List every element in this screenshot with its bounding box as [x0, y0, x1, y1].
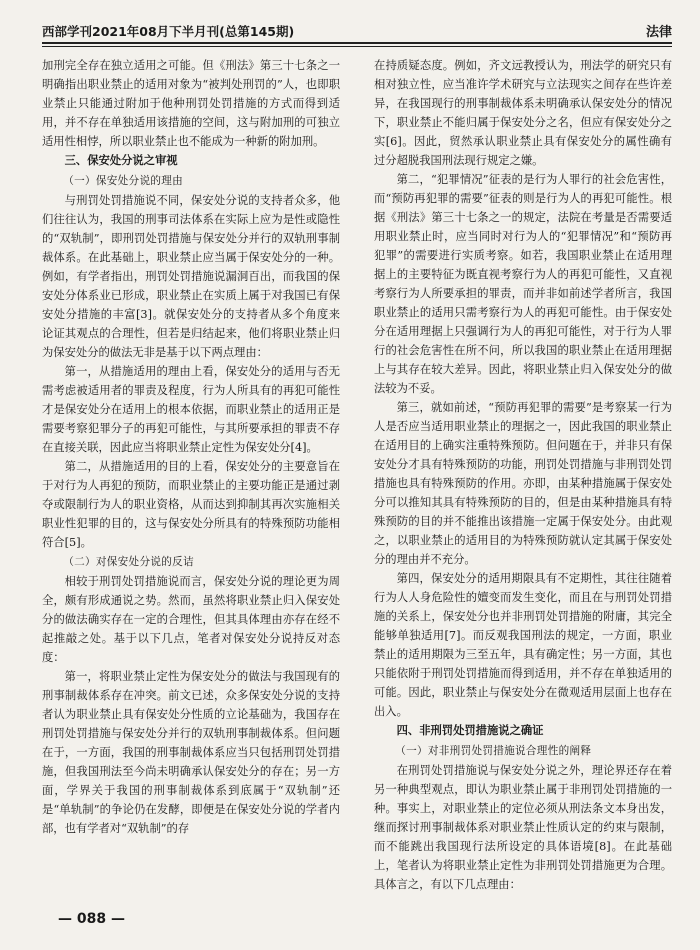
page-header — [42, 18, 672, 40]
subsection-heading: （一）保安处分说的理由 — [63, 175, 184, 187]
paragraph: 相较于刑罚处罚措施说而言，保安处分说的理论更为周全，颇有形成通说之势。然而，虽然将职业禁止归入保安处分的做法确实存在一定的合理性，但其具体理由亦存在经不起推敲之处。基于以下几点，笔者对保安处分说持反对态度： — [42, 575, 340, 664]
section-heading: 四、非刑罚处罚措施说之确证 — [396, 724, 544, 737]
paragraph: 第一，将职业禁止定性为保安处分的做法与我国现有的刑事制裁体系存在冲突。前文已述，众多保安处分说的支持者认为职业禁止具有保安处分性质的立论基础为，我国存在刑罚处罚措施与保安处分并行的双轨刑事制裁体系。但问题在于，一方面，我国的刑事制裁体系应当只包括刑罚处罚措施，但我国刑法至今尚未明确承认保安处分的存在；另一方面，学界关于我国的刑事制裁体系到底属于“双轨制”还是“单轨制”的争论仍在发酵，即便是在保安处分说的学者内部，也有学者对“双轨制”的存 — [42, 670, 340, 835]
section-label: 法律 — [645, 25, 672, 40]
journal-title: 西部学刊2021年08月下半月刊(总第145期) — [42, 24, 295, 39]
paragraph: 在持质疑态度。例如，齐文远教授认为，刑法学的研究只有相对独立性，应当准许学术研究与立法现实之间存在些许差异，在我国现行的刑事制裁体系未明确承认保安处分的情况下，职业禁止不能归属于保安处分之名，但应有保安处分之实[6]。因此，贸然承认职业禁止具有保安处分的属性确有过分超脱我国刑法现行规定之嫌。 — [374, 59, 672, 167]
header-rule-thin — [42, 46, 672, 47]
paragraph: 加刑完全存在独立适用之可能。但《刑法》第三十七条之一明确指出职业禁止的适用对象为“被判处刑罚的”人，也即职业禁止只能通过附加于他种刑罚处罚措施的方式而得到适用，并不存在单独适用该措施的空间，这与附加刑的可独立适用性相悖，所以职业禁止也不能成为一种新的附加刑。 — [42, 59, 340, 148]
paragraph: 第一，从措施适用的理由上看，保安处分的适用与否无需考虑被适用者的罪责及程度，行为人所具有的再犯可能性才是保安处分在适用上的根本依据，而职业禁止的适用正是需要考察犯罪分子的再犯可能性，与其所要承担的罪责不存在直接关联，因此应当将职业禁止定性为保安处分[4]。 — [42, 365, 340, 454]
paragraph: 在刑罚处罚措施说与保安处分说之外，理论界还存在着另一种典型观点，即认为职业禁止属于非刑罚处罚措施的一种。事实上，对职业禁止的定位必须从刑法条文本身出发，继而探讨刑事制裁体系对职业禁止性质认定的约束与限制，而不能跳出我国现行法所设定的具体语境[8]。在此基础上，笔者认为将职业禁止定性为非刑罚处罚措施更为合理。具体言之，有以下几点理由： — [374, 764, 672, 891]
page-number: — 088 — — [58, 911, 125, 927]
section-heading: 三、保安处分说之审视 — [64, 154, 178, 167]
subsection-heading: （二）对保安处分说的反诘 — [63, 556, 194, 568]
paragraph: 第四，保安处分的适用期限具有不定期性，其往往随着行为人人身危险性的嬗变而发生变化，而且在与刑罚处罚措施的关系上，保安处分也并非刑罚处罚措施的附庸，其完全能够单独适用[7]。而反观我国刑法的规定，一方面，职业禁止的适用期限为三至五年，具有确定性；另一方面，其也只能依附于刑罚处罚措施而得到适用，并不存在单独适用的可能。因此，职业禁止与保安处分在微观适用层面上也存在出入。 — [374, 572, 672, 718]
right-column — [374, 56, 672, 896]
left-column — [42, 56, 340, 896]
paragraph: 第二，从措施适用的目的上看，保安处分的主要意旨在于对行为人再犯的预防，而职业禁止的主要功能正是通过剥夺或限制行为人的职业资格，从而达到抑制其再次实施相关职业性犯罪的目的，这与保安处分所具有的特殊预防功能相符合[5]。 — [42, 460, 340, 549]
subsection-heading: （一）对非刑罚处罚措施说合理性的阐释 — [395, 745, 592, 757]
paragraph: 第二，“犯罪情况”征表的是行为人罪行的社会危害性，而“预防再犯罪的需要”征表的则是行为人的再犯可能性。根据《刑法》第三十七条之一的规定，法院在考量是否需要适用职业禁止时，应当同时对行为人的“犯罪情况”和“预防再犯罪”的需要进行实质考察。如若，我国职业禁止在适用理据上的主要特征为既直视考察行为人的再犯可能性，又直视考察行为人所要承担的罪责，而并非如前述学者所言，我国职业禁止的适用只需考察行为人的再犯可能性。由于保安处分在适用理据上只强调行为人的再犯可能性，对于行为人罪行的社会危害性在所不问，所以我国的职业禁止在适用理据上与其存在较大差异。因此，将职业禁止归入保安处分的做法较为不妥。 — [374, 173, 672, 395]
paragraph: 第三，就如前述，“预防再犯罪的需要”是考察某一行为人是否应当适用职业禁止的理据之一，因此我国的职业禁止在适用目的上确实注重特殊预防。但问题在于，并非只有保安处分才具有特殊预防的功能，刑罚处罚措施与非刑罚处罚措施也具有特殊预防的作用。亦即，由某种措施属于保安处分可以推知其具有特殊预防的目的，但是由某种措施具有特殊预防的目的并不能推出该措施一定属于保安处分。由此观之，以职业禁止的适用目的为特殊预防就认定其属于保安处分的理由并不充分。 — [374, 401, 672, 566]
paragraph: 与刑罚处罚措施说不同，保安处分说的支持者众多，他们往往认为，我国的刑事司法体系在实际上应为是性或隐性的“双轨制”，即刑罚处罚措施与保安处分并行的双轨刑事制裁体系。在此基础上，职业禁止应当属于保安处分的一种。例如，有学者指出，刑罚处罚措施说漏洞百出，而我国的保安处分体系业已形成，职业禁止在实质上属于对我国已有保安处分措施的丰富[3]。就保安处分的支持者从多个角度来论证其观点的合理性，但若是归结起来，他们将职业禁止归为保安处分的做法无非是基于以下两点理由： — [42, 194, 340, 359]
header-rule-thick — [42, 42, 672, 44]
